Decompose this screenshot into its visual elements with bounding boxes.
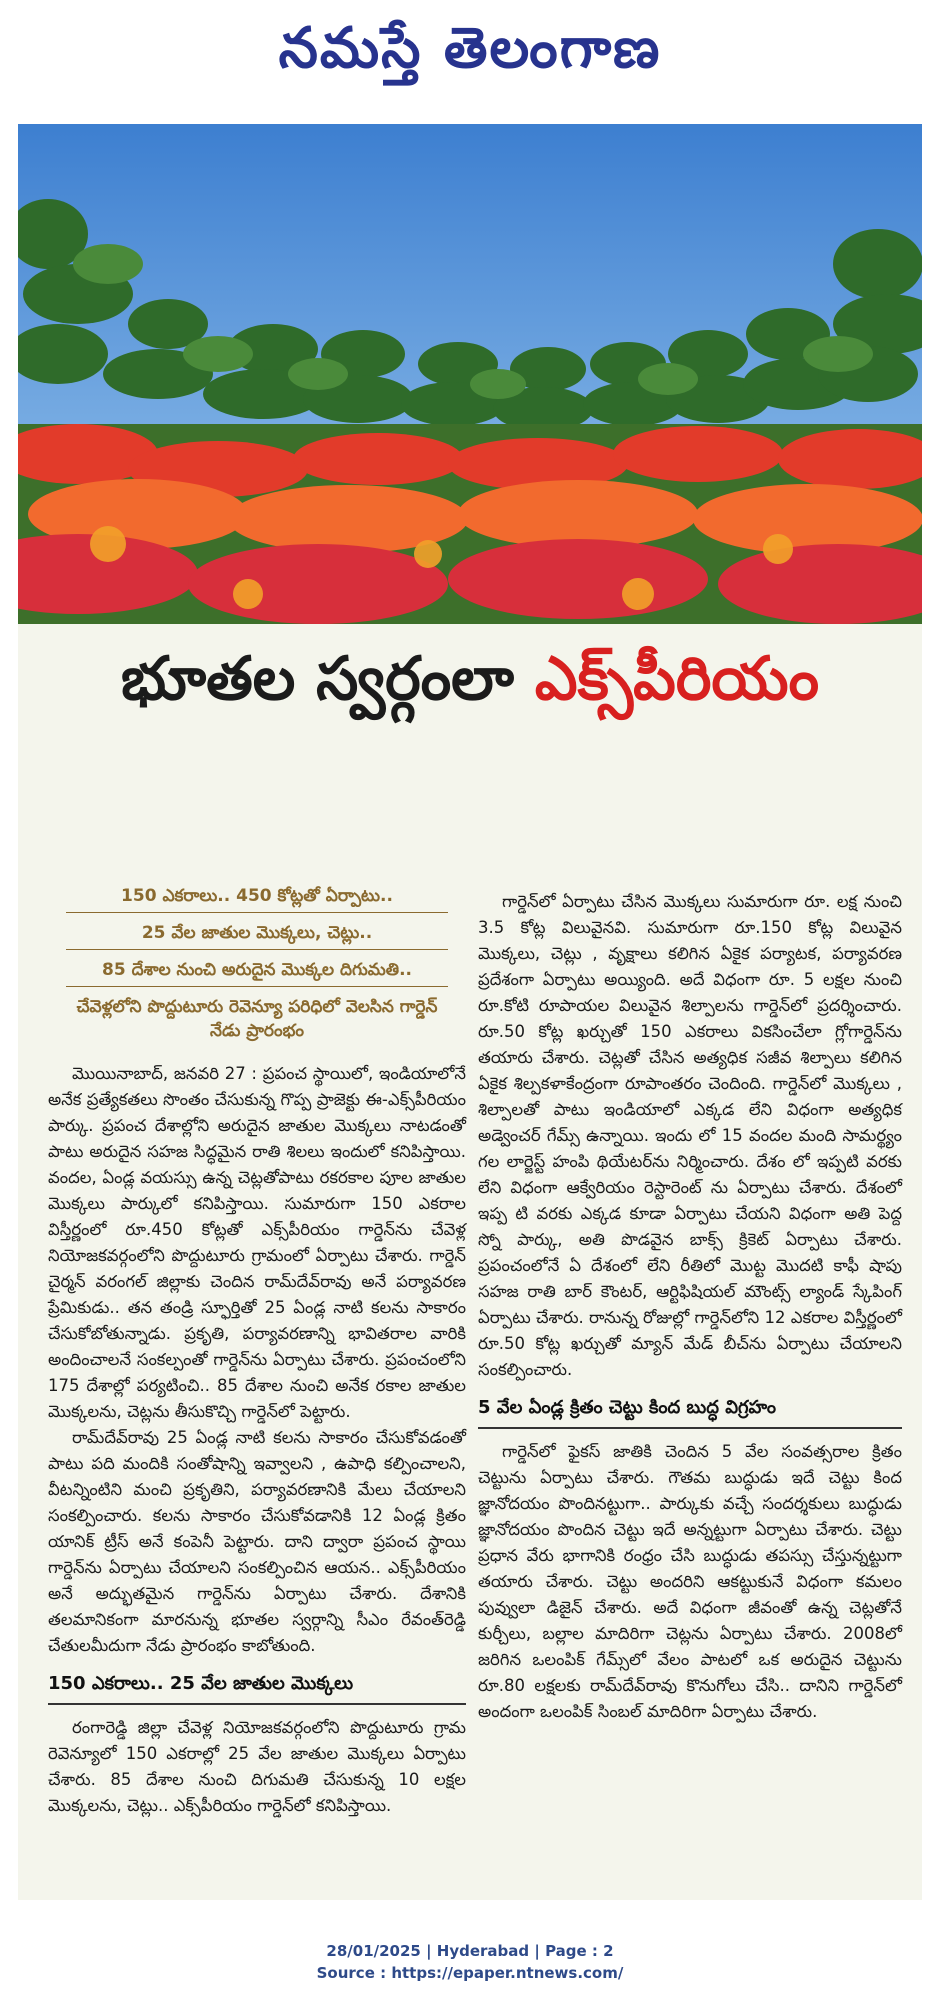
footer-date-line: 28/01/2025 | Hyderabad | Page : 2 (326, 1942, 614, 1960)
deck-list (48, 884, 466, 1047)
footer (0, 1940, 940, 1984)
subheading: 5 వేల ఏండ్ల క్రితం చెట్టు కింద బుద్ధ విగ్రహం (478, 1389, 902, 1429)
body-paragraph: మొయినాబాద్, జనవరి 27 : ప్రపంచ స్థాయిలో, ఇండియాలోనే అనేక ప్రత్యేకతలు సొంతం చేసుకున్న గొప్ప ప్రాజెక్టు ఈ-ఎక్స్‌పీరియం పార్కు. ప్రపంచ దేశాల్లోని అరుదైన జాతుల మొక్కలు నాటడంతో పాటు అరుదైన సహజ సిద్ధమైన రాతి శిలలు ఇందులో కనిపిస్తాయి. వందల, ఏండ్ల వయస్సు ఉన్న చెట్లతోపాటు రకరకాల పూల జాతుల మొక్కలు పార్కులో కనిపిస్తాయి. సుమారుగా 150 ఎకరాల విస్తీర్ణంలో రూ.450 కోట్లతో ఎక్స్‌పీరియం గార్డెన్‌ను చేవెళ్ల నియోజకవర్గంలోని పొద్దుటూరు గ్రామంలో ఏర్పాటు చేశారు. గార్డెన్ చైర్మన్ వరంగల్ జిల్లాకు చెందిన రామ్‌దేవ్‌రావు అనే పర్యావరణ ప్రేమికుడు.. తన తండ్రి స్ఫూర్తితో 25 ఏండ్ల నాటి కలను సాకారం చేసుకోబోతున్నాడు. ప్రకృతి, పర్యావరణాన్ని భావితరాల వారికి అందించాలనే సంకల్పంతో గార్డెన్‌ను ఏర్పాటు చేశారు. ప్రపంచంలోని 175 దేశాల్లో పర్యటించి.. 85 దేశాల నుంచి అనేక రకాల జాతుల మొక్కలను, చెట్లను తీసుకొచ్చి గార్డెన్‌లో పెట్టారు. (48, 1064, 466, 1421)
deck-line: 150 ఎకరాలు.. 450 కోట్లతో ఏర్పాటు.. (66, 884, 448, 913)
hero-photo (18, 124, 922, 624)
deck-line: 25 వేల జాతుల మొక్కలు, చెట్లు.. (66, 921, 448, 950)
left-column (48, 884, 466, 1819)
newspaper-title: నమస్తే తెలంగాణ (278, 15, 662, 81)
right-column (478, 889, 902, 1725)
body-paragraph: రంగారెడ్డి జిల్లా చేవెళ్ల నియోజకవర్గంలోని పొద్దుటూరు గ్రామ రెవెన్యూలో 150 ఎకరాల్లో 25 వేల జాతుల మొక్కలు ఏర్పాటు చేశారు. 85 దేశాల నుంచి దిగుమతి చేసుకున్న 10 లక్షల మొక్కలను, చెట్లు.. ఎక్స్‌పీరియం గార్డెన్‌లో కనిపిస్తాయి. (48, 1718, 466, 1815)
body-paragraph: గార్డెన్‌లో ఫైకస్ జాతికి చెందిన 5 వేల సంవత్సరాల క్రితం చెట్టును ఏర్పాటు చేశారు. గౌతమ బుద్ధుడు ఇదే చెట్టు కింద జ్ఞానోదయం పొందినట్టుగా.. పార్కుకు వచ్చే సందర్శకులు బుద్ధుడు జ్ఞానోదయం పొందిన చెట్టు ఇదే అన్నట్టుగా ఏర్పాటు చేశారు. చెట్టు ప్రధాన వేరు భాగానికి రంధ్రం చేసి బుద్ధుడు తపస్సు చేస్తున్నట్టుగా తయారు చేశారు. చెట్టు అందరిని ఆకట్టుకునే విధంగా కమలం పువ్వులా డిజైన్ చేశారు. అదే విధంగా జీవంతో ఉన్న చెట్లతోనే కుర్చీలు, బల్లాల మాదిరిగా చెట్లను ఏర్పాటు చేశారు. 2008లో జరిగిన ఒలంపిక్ గేమ్స్‌లో వేలం పాటలో ఒక అరుదైన చెట్టును రూ.80 లక్షలకు రామ్‌దేవ్‌రావు కొనుగోలు చేసి.. దానిని గార్డెన్‌లో అందంగా ఒలంపిక్ సింబల్ మాదిరిగా ఏర్పాటు చేశారు. (478, 1442, 902, 1721)
body-paragraph: రామ్‌దేవ్‌రావు 25 ఏండ్ల నాటి కలను సాకారం చేసుకోవడంతో పాటు పది మందికి సంతోషాన్ని ఇవ్వాలని , ఉపాధి కల్పించాలని, వీటన్నింటిని మంచి ప్రకృతిని, పర్యావరణానికి మేలు చేయాలని సంకల్పించారు. కలను సాకారం చేసుకోవడానికి 12 ఏండ్ల క్రితం యానిక్ ట్రీస్ అనే కంపెనీ పెట్టారు. దాని ద్వారా ప్రపంచ స్థాయి గార్డెన్‌ను ఏర్పాటు చేయాలని సంకల్పించిన ఆయన.. ఎక్స్‌పీరియం అనే అద్భుతమైన గార్డెన్‌ను ఏర్పాటు చేశారు. దేశానికి తలమానికంగా మారనున్న భూతల స్వర్గాన్ని సీఎం రేవంత్‌రెడ్డి చేతులమీదుగా నేడు ప్రారంభం కాబోతుంది. (48, 1428, 466, 1655)
masthead (0, 0, 940, 110)
headline-part-black: భూతల స్వర్గంలా (120, 644, 535, 714)
headline (18, 644, 922, 784)
article-clipping (18, 124, 922, 1900)
footer-source-line[interactable]: Source : https://epaper.ntnews.com/ (316, 1964, 624, 1982)
deck-line: చేవెళ్లలోని పొద్దుటూరు రెవెన్యూ పరిధిలో వెలసిన గార్డెన్ నేడు ప్రారంభం (76, 997, 438, 1041)
deck-line: 85 దేశాల నుంచి అరుదైన మొక్కల దిగుమతి.. (66, 958, 448, 987)
garden-photo-illustration (18, 124, 922, 624)
body-paragraph: గార్డెన్‌లో ఏర్పాటు చేసిన మొక్కలు సుమారుగా రూ. లక్ష నుంచి 3.5 కోట్ల విలువైనవి. సుమారుగా రూ.150 కోట్ల విలువైన మొక్కలు, చెట్లు , వృక్షాలు కలిగిన ఏకైక పర్యాటక, పర్యావరణ ప్రదేశంగా ఏర్పాటు అయ్యింది. అదే విధంగా రూ. 5 లక్షల నుంచి రూ.కోటి రూపాయల విలువైన శిల్పాలను గార్డెన్‌లో ప్రదర్శించారు. రూ.50 కోట్ల ఖర్చుతో 150 ఎకరాలు వికసించేలా గ్లోగార్డెన్‌ను తయారు చేశారు. చెట్లతో చేసిన అత్యధిక సజీవ శిల్పాలు కలిగిన ఏకైక శిల్పకళాకేంద్రంగా రూపాంతరం చెందింది. గార్డెన్‌లో మొక్కలు , శిల్పాలతో పాటు ఇండియాలో ఎక్కడ లేని విధంగా అత్యధిక అడ్వెంచర్ గేమ్స్ ఉన్నాయి. ఇందు లో 15 వందల మంది సామర్థ్యం గల లార్జెస్ట్ హంపి థియేటర్‌ను నిర్మించారు. దేశం లో ఇప్పటి వరకు లేని విధంగా ఆక్వేరియం రెస్టారెంట్ ను ఏర్పాటు చేశారు. దేశంలో ఇప్ప టి వరకు ఎక్కడ కూడా ఏర్పాటు చేయని విధంగా అతి పెద్ద స్నో పార్కు, అతి పొడవైన బాక్స్ క్రికెట్ ఏర్పాటు చేశారు. ప్రపంచంలోనే ఏ దేశంలో లేని రీతిలో మొట్ట మొదటి కాఫీ షాపు సహజ రాతి బార్ కౌంటర్, ఆర్టిఫిషియల్ మౌంట్స్ ల్యాండ్ స్కేపింగ్ ఏర్పాటు చేశారు. రానున్న రోజుల్లో గార్డెన్‌లోని 12 ఎకరాల విస్తీర్ణంలో రూ.50 కోట్ల ఖర్చుతో మ్యాన్ మేడ్ బీచ్‌ను ఏర్పాటు చేయాలని సంకల్పించారు. (478, 892, 902, 1379)
headline-part-red: ఎక్స్‌పీరియం (534, 644, 819, 714)
subheading: 150 ఎకరాలు.. 25 వేల జాతుల మొక్కలు (48, 1665, 466, 1705)
